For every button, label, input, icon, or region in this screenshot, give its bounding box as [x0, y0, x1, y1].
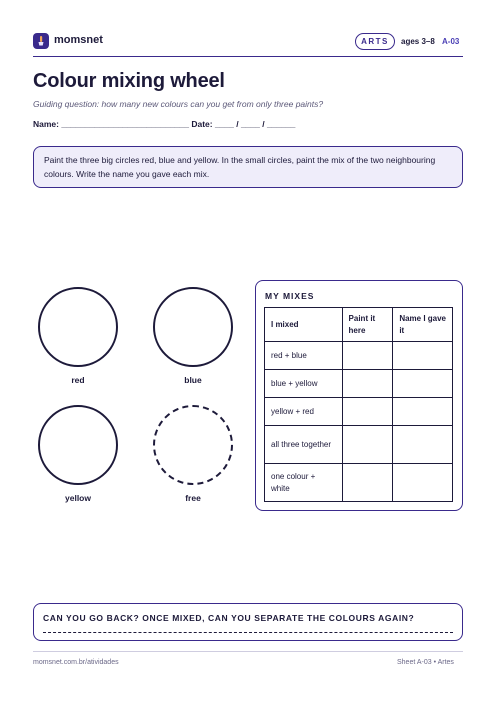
- paint-cell[interactable]: [342, 342, 393, 370]
- paint-circle-free[interactable]: [153, 405, 233, 485]
- paint-circle-blue[interactable]: [153, 287, 233, 367]
- mixes-table: [264, 307, 453, 502]
- paint-circle-yellow[interactable]: [38, 405, 118, 485]
- footer-url: momsnet.com.br/atividades: [33, 659, 119, 666]
- footer-sheet-id: Sheet A-03 • Artes: [397, 659, 454, 666]
- table-row: [265, 398, 453, 426]
- mix-label: red + blue: [265, 342, 343, 370]
- paint-cell[interactable]: [342, 464, 393, 502]
- table-header: Paint it here: [342, 308, 393, 342]
- brand-name: momsnet: [54, 34, 103, 46]
- page-title: Colour mixing wheel: [33, 70, 225, 92]
- name-cell[interactable]: [393, 370, 453, 398]
- table-row: [265, 464, 453, 502]
- table-header: I mixed: [265, 308, 343, 342]
- brush-icon: [33, 33, 49, 49]
- age-range: ages 3–8: [401, 37, 435, 46]
- paint-cell[interactable]: [342, 426, 393, 464]
- table-header: Name I gave it: [393, 308, 453, 342]
- mix-label: blue + yellow: [265, 370, 343, 398]
- mix-label: yellow + red: [265, 398, 343, 426]
- paint-circle-red[interactable]: [38, 287, 118, 367]
- paint-cell[interactable]: [342, 398, 393, 426]
- guiding-question: Guiding question: how many new colours can you get from only three paints?: [33, 99, 324, 109]
- logo-icon: [33, 33, 49, 49]
- footer-divider: [33, 651, 463, 652]
- table-row: [265, 426, 453, 464]
- subject-pill: ARTS: [355, 33, 395, 50]
- name-cell[interactable]: [393, 464, 453, 502]
- name-cell[interactable]: [393, 398, 453, 426]
- circle-label-blue: blue: [184, 375, 202, 385]
- circle-label-free: free: [185, 493, 201, 503]
- mix-label: one colour + white: [265, 464, 343, 502]
- mix-label: all three together: [265, 426, 343, 464]
- instructions-box: Paint the three big circles red, blue and yellow. In the small circles, paint the mix of the two neighbouring colours. Write the name you gave each mix.: [33, 146, 463, 188]
- circle-label-red: red: [71, 375, 85, 385]
- reflection-question: CAN YOU GO BACK? ONCE MIXED, CAN YOU SEPARATE THE COLOURS AGAIN?: [43, 613, 415, 623]
- my-mixes-title: MY MIXES: [265, 291, 315, 301]
- sheet-code: A-03: [442, 37, 460, 46]
- name-cell[interactable]: [393, 342, 453, 370]
- name-date-line[interactable]: Name: ___________________________ Date: ____ / ____ / ______: [33, 119, 296, 129]
- circle-label-yellow: yellow: [65, 493, 91, 503]
- table-row: [265, 370, 453, 398]
- header-divider: [33, 56, 463, 57]
- table-row: [265, 342, 453, 370]
- paint-cell[interactable]: [342, 370, 393, 398]
- table-header-row: [265, 308, 453, 342]
- name-cell[interactable]: [393, 426, 453, 464]
- answer-line[interactable]: [43, 632, 453, 633]
